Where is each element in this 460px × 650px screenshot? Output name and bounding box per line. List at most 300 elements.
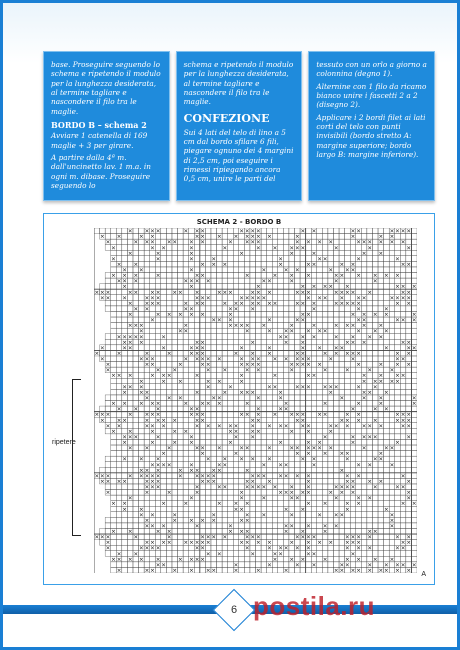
grid-cell <box>111 490 117 496</box>
stitch-mark: × <box>194 556 200 563</box>
stitch-mark: × <box>139 556 144 563</box>
stitch-mark: × <box>105 289 111 296</box>
grid-cell <box>116 306 122 312</box>
grid-cell <box>278 284 284 290</box>
stitch-mark: × <box>406 423 411 430</box>
grid-cell <box>178 306 184 312</box>
grid-cell <box>345 334 351 340</box>
grid-cell <box>300 278 306 284</box>
stitch-mark: × <box>400 412 406 419</box>
stitch-mark: × <box>94 289 100 296</box>
grid-cell <box>267 495 273 501</box>
stitch-mark: × <box>200 239 205 246</box>
grid-cell <box>161 395 167 401</box>
grid-cell <box>350 373 356 379</box>
grid-cell <box>300 517 306 523</box>
stitch-mark: × <box>255 367 261 374</box>
stitch-mark: × <box>317 412 322 419</box>
grid-cell <box>183 373 189 379</box>
stitch-mark: × <box>378 456 384 463</box>
grid-cell <box>250 284 256 290</box>
stitch-mark: × <box>300 345 306 352</box>
grid-cell <box>361 517 367 523</box>
stitch-mark: × <box>300 556 306 563</box>
filet-grid <box>94 228 417 573</box>
grid-cell <box>183 467 189 473</box>
stitch-mark: × <box>278 551 283 558</box>
grid-cell <box>306 417 312 423</box>
grid-cell <box>384 239 390 245</box>
stitch-mark: × <box>194 339 200 346</box>
grid-cell <box>211 239 217 245</box>
grid-cell <box>294 401 300 407</box>
grid-cell <box>150 284 156 290</box>
grid-cell <box>378 306 384 312</box>
grid-cell <box>278 295 284 301</box>
stitch-mark: × <box>244 389 250 396</box>
grid-cell <box>339 434 345 440</box>
grid-cell <box>272 228 278 234</box>
grid-cell <box>222 551 228 557</box>
stitch-mark: × <box>144 300 150 307</box>
grid-cell <box>161 323 167 329</box>
grid-cell <box>384 228 390 234</box>
grid-cell <box>311 528 317 534</box>
grid-cell <box>144 373 150 379</box>
stitch-mark: × <box>356 462 361 469</box>
grid-cell <box>283 556 289 562</box>
grid-cell <box>244 384 250 390</box>
grid-cell <box>317 311 323 317</box>
grid-cell <box>250 401 256 407</box>
grid-cell <box>200 501 206 507</box>
grid-cell <box>378 267 384 273</box>
grid-cell <box>127 356 133 362</box>
grid-cell <box>317 389 323 395</box>
stitch-mark: × <box>250 456 256 463</box>
grid-cell <box>189 295 195 301</box>
stitch-mark: × <box>233 562 239 569</box>
stitch-mark: × <box>278 256 283 263</box>
grid-cell <box>233 245 239 251</box>
stitch-mark: × <box>211 568 217 573</box>
grid-cell <box>244 250 250 256</box>
stitch-mark: × <box>177 378 183 385</box>
stitch-mark: × <box>205 423 211 430</box>
grid-cell <box>384 423 390 429</box>
grid-cell <box>411 456 417 462</box>
grid-cell <box>378 228 384 234</box>
stitch-mark: × <box>283 401 289 408</box>
stitch-mark: × <box>378 395 384 402</box>
stitch-mark: × <box>350 323 356 330</box>
grid-cell <box>205 323 211 329</box>
grid-cell <box>111 339 117 345</box>
stitch-mark: × <box>261 267 267 274</box>
stitch-mark: × <box>322 412 328 419</box>
stitch-mark: × <box>289 250 295 257</box>
grid-cell <box>328 562 334 568</box>
grid-cell <box>372 523 378 529</box>
grid-cell <box>256 551 262 557</box>
stitch-mark: × <box>289 428 295 435</box>
grid-cell <box>133 401 139 407</box>
grid-cell <box>111 306 117 312</box>
stitch-mark: × <box>272 356 278 363</box>
grid-cell <box>133 495 139 501</box>
grid-cell <box>384 517 390 523</box>
grid-cell <box>406 311 412 317</box>
grid-cell <box>328 528 334 534</box>
stitch-mark: × <box>155 412 161 419</box>
stitch-mark: × <box>150 462 155 469</box>
grid-cell <box>228 406 234 412</box>
grid-cell <box>322 445 328 451</box>
grid-cell <box>372 289 378 295</box>
stitch-mark: × <box>222 367 228 374</box>
grid-cell <box>250 545 256 551</box>
grid-cell <box>411 362 417 368</box>
grid-cell <box>133 378 139 384</box>
grid-cell <box>311 384 317 390</box>
stitch-mark: × <box>250 295 256 302</box>
grid-cell <box>339 362 345 368</box>
stitch-mark: × <box>395 317 400 324</box>
stitch-mark: × <box>155 484 161 491</box>
stitch-mark: × <box>122 434 127 441</box>
stitch-mark: × <box>395 562 400 569</box>
grid-cell <box>278 456 284 462</box>
stitch-mark: × <box>189 284 194 291</box>
grid-cell <box>367 473 373 479</box>
grid-cell <box>166 423 172 429</box>
grid-cell <box>150 501 156 507</box>
grid-cell <box>389 339 395 345</box>
grid-cell <box>289 406 295 412</box>
stitch-mark: × <box>339 345 345 352</box>
grid-cell <box>105 278 111 284</box>
stitch-mark: × <box>267 234 272 241</box>
grid-cell <box>205 434 211 440</box>
stitch-mark: × <box>111 401 116 408</box>
stitch-mark: × <box>406 362 411 369</box>
grid-cell <box>411 328 417 334</box>
stitch-mark: × <box>400 295 406 302</box>
stitch-mark: × <box>283 490 289 497</box>
stitch-mark: × <box>244 239 250 246</box>
grid-cell <box>161 473 167 479</box>
stitch-mark: × <box>144 484 150 491</box>
grid-cell <box>217 495 223 501</box>
grid-cell <box>378 439 384 445</box>
grid-cell <box>111 367 117 373</box>
grid-cell <box>144 323 150 329</box>
grid-cell <box>139 350 145 356</box>
grid-cell <box>267 245 273 251</box>
grid-cell <box>256 339 262 345</box>
grid-cell <box>222 506 228 512</box>
grid-cell <box>328 317 334 323</box>
stitch-mark: × <box>267 562 272 569</box>
grid-cell <box>133 428 139 434</box>
stitch-mark: × <box>333 245 339 252</box>
stitch-mark: × <box>294 445 300 452</box>
stitch-mark: × <box>300 423 306 430</box>
stitch-mark: × <box>350 234 356 241</box>
grid-cell <box>261 356 267 362</box>
grid-cell <box>211 311 217 317</box>
grid-cell <box>317 501 323 507</box>
grid-cell <box>116 512 122 518</box>
grid-cell <box>384 534 390 540</box>
grid-cell <box>166 517 172 523</box>
grid-cell <box>333 439 339 445</box>
grid-cell <box>256 451 262 457</box>
grid-cell <box>133 417 139 423</box>
grid-cell <box>289 239 295 245</box>
grid-cell <box>333 317 339 323</box>
stitch-mark: × <box>272 384 278 391</box>
stitch-mark: × <box>161 523 166 530</box>
stitch-mark: × <box>395 228 400 235</box>
grid-cell <box>322 239 328 245</box>
grid-cell <box>256 345 262 351</box>
stitch-mark: × <box>378 323 384 330</box>
grid-cell <box>166 512 172 518</box>
grid-cell <box>333 417 339 423</box>
stitch-mark: × <box>356 295 361 302</box>
grid-cell <box>122 228 128 234</box>
grid-cell <box>178 484 184 490</box>
grid-cell <box>384 501 390 507</box>
grid-cell <box>350 462 356 468</box>
grid-cell <box>155 395 161 401</box>
grid-cell <box>333 451 339 457</box>
grid-cell <box>389 501 395 507</box>
grid-cell <box>278 523 284 529</box>
stitch-mark: × <box>345 367 350 374</box>
stitch-mark: × <box>255 356 261 363</box>
stitch-mark: × <box>300 456 306 463</box>
stitch-mark: × <box>228 423 233 430</box>
stitch-mark: × <box>306 440 311 447</box>
grid-cell <box>250 267 256 273</box>
stitch-mark: × <box>361 312 367 319</box>
stitch-mark: × <box>161 245 166 252</box>
stitch-mark: × <box>350 261 356 268</box>
grid-cell <box>211 451 217 457</box>
grid-cell <box>200 323 206 329</box>
grid-cell <box>267 250 273 256</box>
stitch-mark: × <box>317 540 322 547</box>
grid-cell <box>116 517 122 523</box>
grid-cell <box>194 512 200 518</box>
grid-cell <box>166 406 172 412</box>
grid-cell <box>205 345 211 351</box>
grid-cell <box>105 345 111 351</box>
grid-cell <box>256 467 262 473</box>
grid-cell <box>111 412 117 418</box>
grid-cell <box>384 256 390 262</box>
stitch-mark: × <box>122 345 127 352</box>
grid-cell <box>178 273 184 279</box>
grid-cell <box>361 362 367 368</box>
stitch-mark: × <box>384 445 389 452</box>
stitch-mark: × <box>255 362 261 369</box>
grid-cell <box>127 506 133 512</box>
grid-cell <box>294 434 300 440</box>
stitch-mark: × <box>333 384 339 391</box>
stitch-mark: × <box>300 356 306 363</box>
grid-cell <box>345 401 351 407</box>
grid-cell <box>233 367 239 373</box>
grid-cell <box>372 362 378 368</box>
grid-cell <box>139 306 145 312</box>
grid-cell <box>178 284 184 290</box>
grid-cell <box>384 289 390 295</box>
grid-cell <box>222 567 228 573</box>
grid-cell <box>139 490 145 496</box>
grid-cell <box>183 384 189 390</box>
stitch-mark: × <box>306 373 311 380</box>
grid-cell <box>100 528 106 534</box>
grid-cell <box>372 228 378 234</box>
grid-cell <box>233 417 239 423</box>
grid-cell <box>384 551 390 557</box>
grid-cell <box>372 540 378 546</box>
stitch-mark: × <box>300 350 306 357</box>
grid-cell <box>339 556 345 562</box>
grid-cell <box>116 250 122 256</box>
stitch-mark: × <box>289 512 295 519</box>
grid-cell <box>200 506 206 512</box>
grid-cell <box>250 523 256 529</box>
grid-cell <box>345 406 351 412</box>
grid-cell <box>306 395 312 401</box>
grid-cell <box>239 289 245 295</box>
stitch-mark: × <box>105 478 111 485</box>
grid-cell <box>261 412 267 418</box>
grid-cell <box>350 389 356 395</box>
stitch-mark: × <box>378 451 384 458</box>
stitch-mark: × <box>155 273 161 280</box>
stitch-mark: × <box>367 568 372 573</box>
grid-cell <box>172 478 178 484</box>
grid-cell <box>200 378 206 384</box>
grid-cell <box>278 534 284 540</box>
grid-cell <box>411 445 417 451</box>
grid-cell <box>211 345 217 351</box>
grid-cell <box>261 239 267 245</box>
grid-cell <box>272 451 278 457</box>
grid-cell <box>139 495 145 501</box>
grid-cell <box>250 406 256 412</box>
grid-cell <box>183 534 189 540</box>
stitch-mark: × <box>339 417 345 424</box>
grid-cell <box>278 228 284 234</box>
grid-cell <box>244 378 250 384</box>
stitch-mark: × <box>100 295 105 302</box>
grid-cell <box>178 339 184 345</box>
grid-cell <box>361 356 367 362</box>
grid-cell <box>411 534 417 540</box>
grid-cell <box>211 556 217 562</box>
stitch-mark: × <box>411 345 417 352</box>
stitch-mark: × <box>345 534 350 541</box>
grid-cell <box>400 534 406 540</box>
grid-cell <box>111 384 117 390</box>
stitch-mark: × <box>255 284 261 291</box>
stitch-mark: × <box>300 490 306 497</box>
stitch-mark: × <box>155 556 161 563</box>
grid-cell <box>228 412 234 418</box>
grid-cell <box>166 523 172 529</box>
stitch-mark: × <box>105 362 111 369</box>
grid-cell <box>172 545 178 551</box>
grid-cell <box>228 339 234 345</box>
grid-cell <box>189 328 195 334</box>
stitch-mark: × <box>395 362 400 369</box>
grid-cell <box>322 540 328 546</box>
grid-cell <box>272 523 278 529</box>
grid-cell <box>172 484 178 490</box>
stitch-mark: × <box>183 356 189 363</box>
grid-cell <box>283 562 289 568</box>
grid-cell <box>183 423 189 429</box>
stitch-mark: × <box>150 239 155 246</box>
stitch-mark: × <box>372 378 378 385</box>
grid-cell <box>200 250 206 256</box>
grid-cell <box>127 467 133 473</box>
grid-cell <box>411 528 417 534</box>
grid-cell <box>328 345 334 351</box>
stitch-mark: × <box>317 256 322 263</box>
stitch-mark: × <box>200 478 205 485</box>
grid-cell <box>400 328 406 334</box>
stitch-mark: × <box>116 478 122 485</box>
grid-cell <box>328 261 334 267</box>
stitch-mark: × <box>105 534 111 541</box>
grid-cell <box>139 534 145 540</box>
grid-cell <box>384 267 390 273</box>
grid-cell <box>261 334 267 340</box>
stitch-mark: × <box>166 312 172 319</box>
grid-cell <box>111 484 117 490</box>
grid-cell <box>322 323 328 329</box>
grid-cell <box>356 267 362 273</box>
grid-cell <box>345 439 351 445</box>
grid-cell <box>389 434 395 440</box>
grid-cell <box>400 389 406 395</box>
stitch-mark: × <box>216 484 222 491</box>
grid-cell <box>194 250 200 256</box>
grid-cell <box>256 311 262 317</box>
grid-cell <box>389 389 395 395</box>
grid-cell <box>328 484 334 490</box>
stitch-mark: × <box>250 423 256 430</box>
stitch-mark: × <box>183 328 189 335</box>
grid-cell <box>317 456 323 462</box>
grid-cell <box>361 278 367 284</box>
grid-cell <box>406 284 412 290</box>
stitch-mark: × <box>122 267 127 274</box>
grid-cell <box>367 406 373 412</box>
grid-cell <box>294 523 300 529</box>
grid-cell <box>367 228 373 234</box>
grid-cell <box>294 278 300 284</box>
stitch-mark: × <box>183 540 189 547</box>
grid-cell <box>278 506 284 512</box>
